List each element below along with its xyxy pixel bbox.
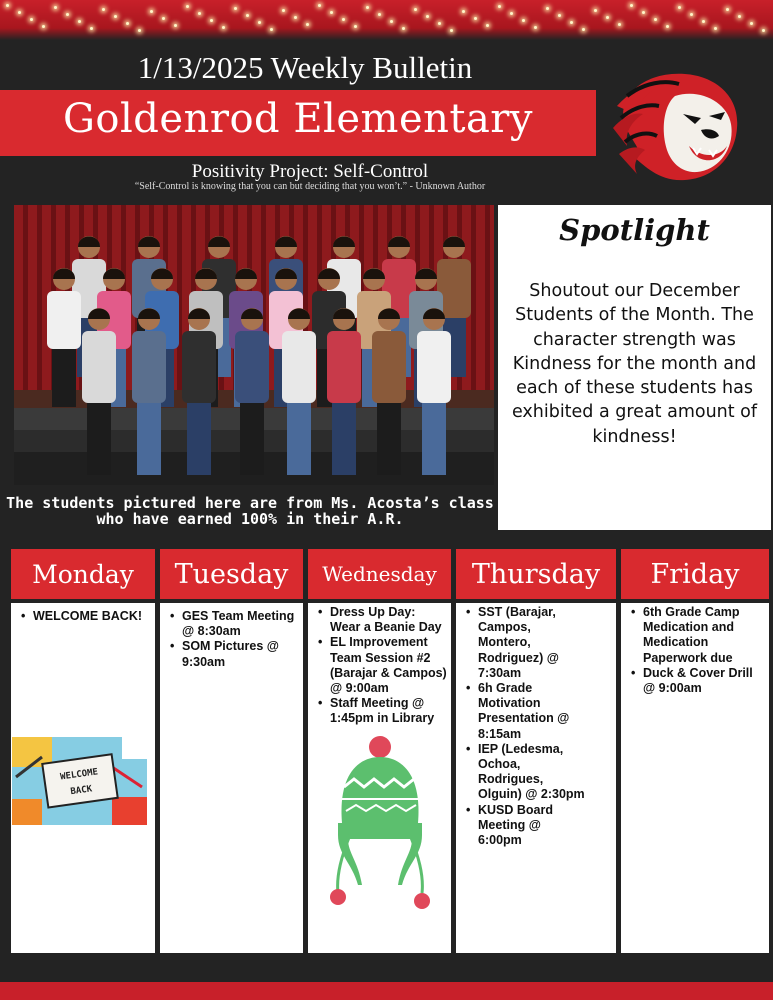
event-item: • Staff Meeting @ 1:45pm in Library bbox=[316, 696, 447, 726]
light-bulb-icon bbox=[78, 20, 81, 23]
light-bulb-icon bbox=[378, 13, 381, 16]
light-bulb-icon bbox=[426, 15, 429, 18]
light-bulb-icon bbox=[198, 12, 201, 15]
event-item: • SOM Pictures @ 9:30am bbox=[168, 639, 299, 669]
light-bulb-icon bbox=[762, 29, 765, 32]
student-figure bbox=[240, 403, 264, 475]
footer-bar bbox=[0, 982, 773, 1000]
student-figure bbox=[132, 331, 166, 403]
light-bulb-icon bbox=[630, 4, 633, 7]
light-bulb-icon bbox=[150, 10, 153, 13]
event-item: • EL Improvement Team Session #2 (Barajar & Campos) @ 9:00am bbox=[316, 635, 447, 696]
light-bulb-icon bbox=[138, 29, 141, 32]
spotlight-title: Spotlight bbox=[559, 213, 710, 247]
student-figure bbox=[52, 349, 76, 407]
day-header-tuesday: Tuesday bbox=[160, 549, 303, 599]
student-figure bbox=[235, 331, 269, 403]
light-bulb-icon bbox=[342, 18, 345, 21]
day-column-friday bbox=[621, 603, 769, 953]
student-figure bbox=[377, 403, 401, 475]
light-bulb-icon bbox=[534, 26, 537, 29]
light-bulb-icon bbox=[186, 5, 189, 8]
light-bulb-icon bbox=[486, 24, 489, 27]
student-figure bbox=[82, 331, 116, 403]
light-bulb-icon bbox=[42, 25, 45, 28]
event-item: • 6h Grade Motivation Presentation @ 8:15am bbox=[464, 681, 586, 742]
light-bulb-icon bbox=[498, 5, 501, 8]
light-bulb-icon bbox=[570, 21, 573, 24]
light-bulb-icon bbox=[474, 17, 477, 20]
day-header-friday: Friday bbox=[621, 549, 769, 599]
event-item: • Dress Up Day: Wear a Beanie Day bbox=[316, 605, 447, 635]
light-bulb-icon bbox=[678, 6, 681, 9]
light-bulb-icon bbox=[606, 16, 609, 19]
light-bulb-icon bbox=[750, 22, 753, 25]
light-bulb-icon bbox=[102, 8, 105, 11]
light-bulb-icon bbox=[738, 15, 741, 18]
light-bulb-icon bbox=[246, 14, 249, 17]
welcome-back-sign-image bbox=[12, 737, 147, 825]
student-figure bbox=[327, 331, 361, 403]
light-bulb-icon bbox=[390, 20, 393, 23]
light-bulb-icon bbox=[270, 28, 273, 31]
spotlight-text: Shoutout our December Students of the Month. The character strength was Kindness for the month and each of these students has exhibited a great amount of kindness! bbox=[511, 281, 758, 447]
light-bulb-icon bbox=[54, 6, 57, 9]
welcome-sign-line2: BACK bbox=[69, 784, 93, 798]
light-bulb-icon bbox=[582, 28, 585, 31]
light-bulb-icon bbox=[522, 19, 525, 22]
positivity-project-theme: Positivity Project: Self-Control bbox=[191, 161, 429, 182]
day-header-monday: Monday bbox=[11, 549, 155, 599]
student-figure bbox=[417, 331, 451, 403]
student-figure bbox=[287, 403, 311, 475]
light-bulb-icon bbox=[354, 25, 357, 28]
day-column-thursday bbox=[456, 603, 616, 953]
student-figure bbox=[372, 331, 406, 403]
light-bulb-icon bbox=[162, 17, 165, 20]
day-header-thursday: Thursday bbox=[456, 549, 616, 599]
bulletin-date-title: 1/13/2025 Weekly Bulletin bbox=[137, 50, 473, 85]
light-bulb-icon bbox=[306, 23, 309, 26]
student-figure bbox=[282, 331, 316, 403]
event-item: • IEP (Ledesma, Ochoa, Rodrigues, Olguin) @ 2:30pm bbox=[464, 742, 586, 803]
school-name: Goldenrod Elementary bbox=[62, 96, 534, 142]
student-figure bbox=[87, 403, 111, 475]
light-bulb-icon bbox=[558, 14, 561, 17]
light-bulb-icon bbox=[450, 29, 453, 32]
day-header-wednesday: Wednesday bbox=[308, 549, 451, 599]
beanie-hat-icon bbox=[328, 735, 432, 909]
event-item: • SST (Barajar, Campos, Montero, Rodriguez) @ 7:30am bbox=[464, 605, 586, 681]
theme-quote: “Self-Control is knowing that you can but deciding that you won’t.” - Unknown Author bbox=[134, 181, 486, 192]
light-bulb-icon bbox=[618, 23, 621, 26]
light-bulb-icon bbox=[66, 13, 69, 16]
class-photo bbox=[14, 205, 494, 485]
welcome-sign-line1: WELCOME bbox=[59, 767, 99, 783]
light-bulb-icon bbox=[126, 22, 129, 25]
student-figure bbox=[137, 403, 161, 475]
light-bulb-icon bbox=[654, 18, 657, 21]
light-bulb-icon bbox=[114, 15, 117, 18]
event-item: • WELCOME BACK! bbox=[19, 609, 151, 624]
student-figure bbox=[187, 403, 211, 475]
light-bulb-icon bbox=[726, 8, 729, 11]
light-bulb-icon bbox=[174, 24, 177, 27]
day-column-tuesday bbox=[160, 603, 303, 953]
light-bulb-icon bbox=[330, 11, 333, 14]
lion-mascot-icon bbox=[605, 66, 745, 184]
light-bulb-icon bbox=[234, 7, 237, 10]
light-bulb-icon bbox=[546, 7, 549, 10]
light-bulb-icon bbox=[402, 27, 405, 30]
light-bulb-icon bbox=[702, 20, 705, 23]
light-bulb-icon bbox=[510, 12, 513, 15]
event-item: • Duck & Cover Drill @ 9:00am bbox=[629, 666, 765, 696]
light-bulb-icon bbox=[6, 4, 9, 7]
light-bulb-icon bbox=[666, 25, 669, 28]
light-bulb-icon bbox=[18, 11, 21, 14]
light-bulb-icon bbox=[258, 21, 261, 24]
light-bulb-icon bbox=[438, 22, 441, 25]
event-item: • GES Team Meeting @ 8:30am bbox=[168, 609, 299, 639]
light-bulb-icon bbox=[294, 16, 297, 19]
light-bulb-icon bbox=[30, 18, 33, 21]
light-bulb-icon bbox=[282, 9, 285, 12]
light-bulb-icon bbox=[318, 4, 321, 7]
event-item: • KUSD Board Meeting @ 6:00pm bbox=[464, 803, 586, 849]
photo-caption: The students pictured here are from Ms. Acosta’s class who have earned 100% in their A.R. bbox=[6, 494, 494, 528]
light-bulb-icon bbox=[462, 10, 465, 13]
student-figure bbox=[422, 403, 446, 475]
light-bulb-icon bbox=[714, 27, 717, 30]
student-figure bbox=[182, 331, 216, 403]
light-bulb-icon bbox=[90, 27, 93, 30]
light-bulb-icon bbox=[210, 19, 213, 22]
event-item: • 6th Grade Camp Medication and Medication Paperwork due bbox=[629, 605, 765, 666]
spotlight-panel bbox=[498, 205, 771, 530]
light-bulb-icon bbox=[594, 9, 597, 12]
light-bulb-icon bbox=[366, 6, 369, 9]
string-lights-banner bbox=[0, 0, 773, 40]
light-bulb-icon bbox=[690, 13, 693, 16]
light-bulb-icon bbox=[414, 8, 417, 11]
student-figure bbox=[332, 403, 356, 475]
light-bulb-icon bbox=[222, 26, 225, 29]
light-bulb-icon bbox=[642, 11, 645, 14]
student-figure bbox=[47, 291, 81, 349]
